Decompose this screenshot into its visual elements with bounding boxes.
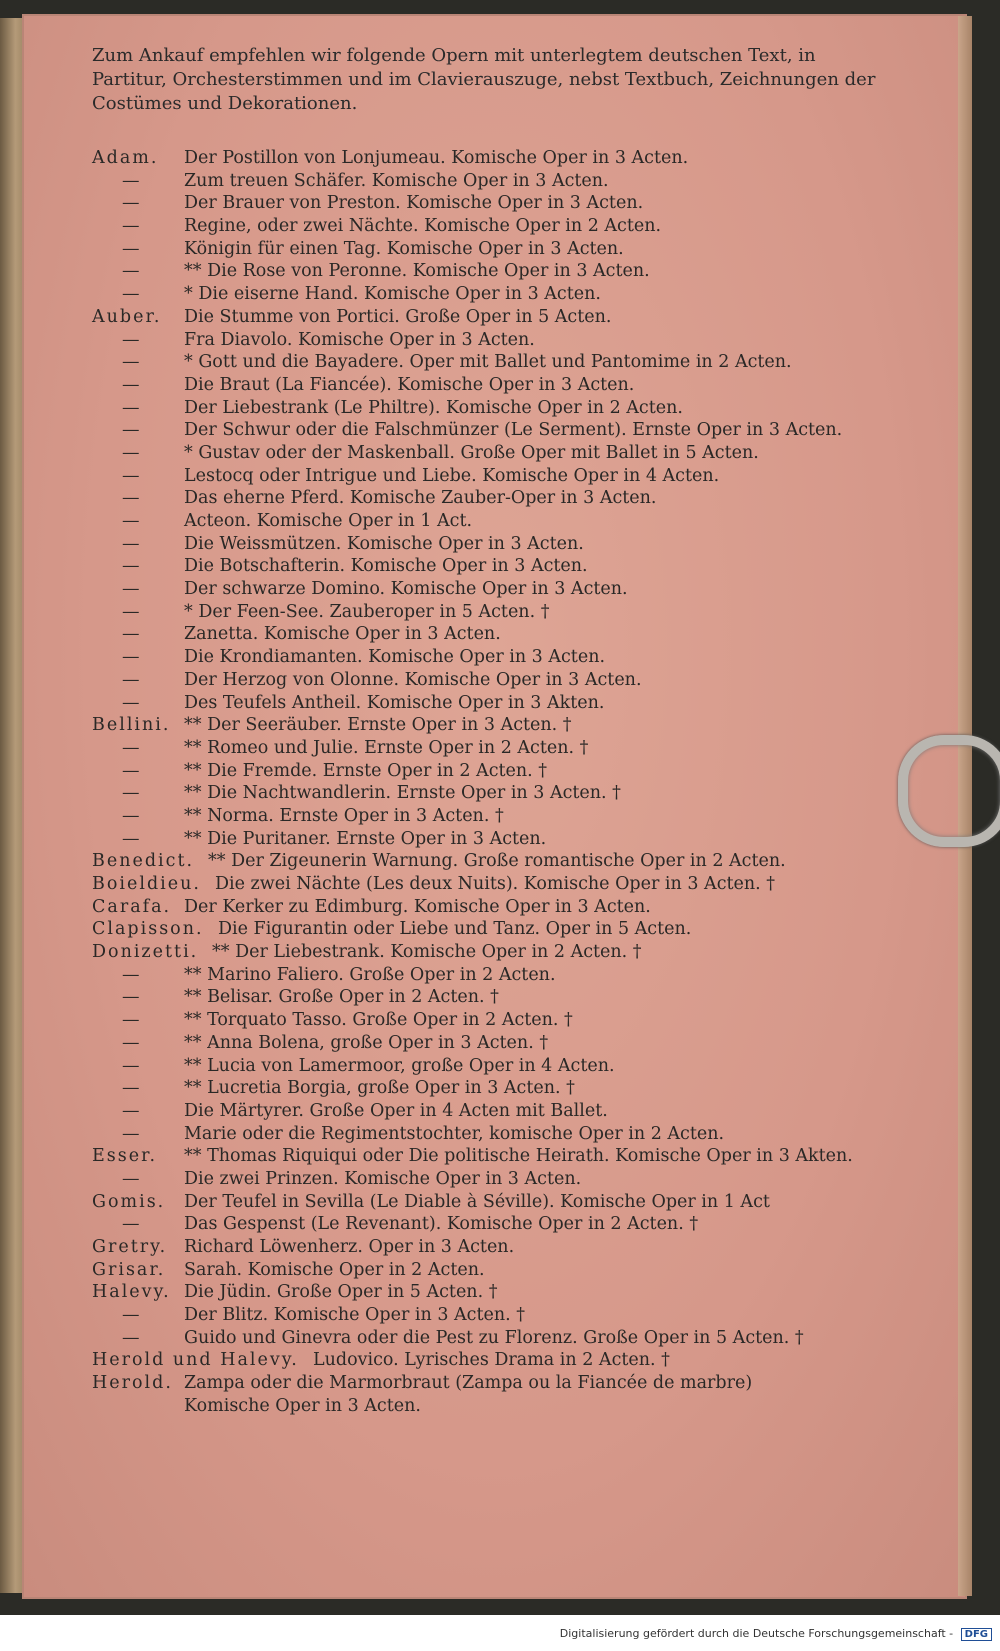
list-item [92,670,912,693]
list-item [92,556,912,579]
list-item [92,1101,912,1124]
list-item [92,375,912,398]
list-item [92,1056,912,1079]
list-item [92,1192,912,1215]
ditto-mark: — [122,397,140,418]
footer-bar [0,1615,1000,1651]
opera-title: Zum treuen Schäfer. Komische Oper in 3 Acten. [184,170,609,191]
list-item [92,715,912,738]
footer-credit [560,1627,992,1641]
opera-title: Die zwei Nächte (Les deux Nuits). Komische Oper in 3 Acten. † [215,874,776,894]
list-item [92,738,912,761]
opera-title: ** Lucia von Lamermoor, große Oper in 4 Acten. [184,1055,615,1076]
ditto-mark: — [122,964,140,985]
ditto-mark: — [122,420,140,441]
list-item [92,1396,912,1419]
ditto-mark: — [122,987,140,1008]
opera-title: ** Torquato Tasso. Große Oper in 2 Acten. † [184,1010,573,1031]
list-item [92,987,912,1010]
opera-title: ** Belisar. Große Oper in 2 Acten. † [184,987,499,1008]
ditto-mark: — [122,1168,140,1189]
ditto-mark: — [122,442,140,463]
list-item [92,942,912,965]
opera-title: ** Anna Bolena, große Oper in 3 Acten. † [184,1032,549,1053]
ditto-mark: — [122,1305,140,1326]
list-item [92,1169,912,1192]
opera-title: Zanetta. Komische Oper in 3 Acten. [184,624,501,645]
ditto-mark: — [122,1214,140,1235]
list-item [92,783,912,806]
opera-title: Ludovico. Lyrisches Drama in 2 Acten. † [313,1350,670,1371]
opera-title: Der Brauer von Preston. Komische Oper in 3 Acten. [184,193,644,214]
list-item [92,965,912,988]
list-item [92,1214,912,1237]
list-item [92,602,912,625]
opera-title: Das Gespenst (Le Revenant). Komische Oper in 2 Acten. † [184,1214,699,1235]
ditto-mark: — [122,579,140,600]
paper-clip [898,735,1000,847]
opera-title: ** Die Nachtwandlerin. Ernste Oper in 3 Acten. † [184,783,621,804]
list-item [92,398,912,421]
footer-text: Digitalisierung gefördert durch die Deutsche Forschungsgemeinschaft - [559,1627,954,1640]
opera-title: Sarah. Komische Oper in 2 Acten. [184,1259,485,1280]
composer-name: Auber. [92,306,162,327]
list-item [92,1282,912,1305]
list-item [92,466,912,489]
ditto-mark: — [122,238,140,259]
opera-title: Lestocq oder Intrigue und Liebe. Komische Oper in 4 Acten. [184,465,720,486]
opera-title: Der Liebestrank (Le Philtre). Komische Oper in 2 Acten. [184,397,683,418]
opera-title: Der Kerker zu Edimburg. Komische Oper in 3 Acten. [184,896,651,917]
opera-title: ** Der Liebestrank. Komische Oper in 2 Acten. † [212,942,642,963]
opera-title: Königin für einen Tag. Komische Oper in 3 Acten. [184,238,624,259]
opera-title: Regine, oder zwei Nächte. Komische Oper in 2 Acten. [184,216,662,237]
ditto-mark: — [122,1032,140,1053]
opera-title: Der Teufel in Sevilla (Le Diable à Séville). Komische Oper in 1 Act [184,1191,770,1212]
composer-name: Grisar. [92,1259,166,1280]
ditto-mark: — [122,1078,140,1099]
ditto-mark: — [122,170,140,191]
list-item [92,534,912,557]
composer-name: Boieldieu. [92,874,201,894]
opera-title: Das eherne Pferd. Komische Zauber-Oper in 3 Acten. [184,488,657,509]
list-item [92,624,912,647]
list-item [92,330,912,353]
ditto-mark: — [122,737,140,758]
opera-title: Die Figurantin oder Liebe und Tanz. Oper in 5 Acten. [218,919,692,940]
opera-title: ** Thomas Riquiqui oder Die politische Heirath. Komische Oper in 3 Akten. [184,1146,853,1167]
opera-title: Die Braut (La Fiancée). Komische Oper in 3 Acten. [184,374,635,395]
dfg-logo: DFG [961,1628,992,1641]
ditto-mark: — [122,261,140,282]
ditto-mark: — [122,465,140,486]
opera-title: Richard Löwenherz. Oper in 3 Acten. [184,1237,515,1257]
ditto-mark: — [122,511,140,531]
opera-title: Marie oder die Regimentstochter, komische Oper in 2 Acten. [184,1123,725,1144]
list-item [92,851,912,874]
ditto-mark: — [122,805,140,826]
ditto-mark: — [122,329,140,350]
list-item [92,647,912,670]
list-item [92,148,912,171]
composer-name: Clapisson. [92,919,204,940]
composer-name: Halevy. [92,1282,171,1303]
opera-title: Fra Diavolo. Komische Oper in 3 Acten. [184,329,535,350]
list-item [92,897,912,920]
opera-list [92,148,912,1419]
list-item [92,1146,912,1169]
opera-title: Die Stumme von Portici. Große Oper in 5 Acten. [184,306,612,327]
composer-name: Gomis. [92,1191,166,1212]
list-item [92,1305,912,1328]
list-item [92,511,912,534]
composer-name: Herold. [92,1373,173,1394]
opera-title: Der Herzog von Olonne. Komische Oper in 3 Acten. [184,669,642,690]
list-item [92,761,912,784]
list-item [92,1350,912,1373]
ditto-mark: — [122,374,140,395]
opera-title: ** Norma. Ernste Oper in 3 Acten. † [184,805,504,826]
opera-title: ** Die Puritaner. Ernste Oper in 3 Acten. [184,828,547,849]
ditto-mark: — [122,556,140,577]
ditto-mark: — [122,533,140,554]
list-item [92,284,912,307]
ditto-mark: — [122,284,140,305]
opera-title: * Gott und die Bayadere. Oper mit Ballet und Pantomime in 2 Acten. [184,352,792,373]
opera-title: Zampa oder die Marmorbraut (Zampa ou la Fiancée de marbre) [184,1373,753,1394]
list-item [92,1078,912,1101]
opera-title: * Gustav oder der Maskenball. Große Oper mit Ballet in 5 Acten. [184,442,759,463]
list-item [92,829,912,852]
composer-name: Donizetti. [92,942,199,963]
list-item [92,1124,912,1147]
list-item [92,1010,912,1033]
ditto-mark: — [122,783,140,804]
opera-title: Acteon. Komische Oper in 1 Act. [184,511,473,531]
composer-name: Bellini. [92,715,171,736]
list-item [92,919,912,942]
opera-title: Der Schwur oder die Falschmünzer (Le Serment). Ernste Oper in 3 Acten. [184,420,843,441]
composer-name: Gretry. [92,1237,168,1257]
list-item [92,806,912,829]
list-item [92,193,912,216]
opera-title: Der Blitz. Komische Oper in 3 Acten. † [184,1305,525,1326]
opera-title: Die Weissmützen. Komische Oper in 3 Acten. [184,533,584,554]
list-item [92,171,912,194]
list-item [92,1033,912,1056]
list-item [92,693,912,716]
list-item [92,261,912,284]
opera-title: ** Die Rose von Peronne. Komische Oper in 3 Acten. [184,261,650,282]
list-item [92,874,912,897]
composer-name: Esser. [92,1146,158,1167]
ditto-mark: — [122,193,140,214]
ditto-mark: — [122,1327,140,1348]
opera-title: Die Märtyrer. Große Oper in 4 Acten mit Ballet. [184,1100,608,1121]
opera-title: ** Lucretia Borgia, große Oper in 3 Acten. † [184,1078,575,1099]
list-item [92,1328,912,1351]
opera-title: * Die eiserne Hand. Komische Oper in 3 Acten. [184,284,601,305]
opera-title: * Der Feen-See. Zauberoper in 5 Acten. † [184,601,550,622]
opera-title: ** Der Seeräuber. Ernste Oper in 3 Acten. † [184,715,572,736]
ditto-mark: — [122,760,140,781]
opera-title: Der schwarze Domino. Komische Oper in 3 Acten. [184,579,628,600]
opera-title: Die Botschafterin. Komische Oper in 3 Acten. [184,556,588,577]
ditto-mark: — [122,488,140,509]
opera-title: ** Die Fremde. Ernste Oper in 2 Acten. † [184,760,548,781]
list-item [92,420,912,443]
ditto-mark: — [122,601,140,622]
list-item [92,352,912,375]
ditto-mark: — [122,1100,140,1121]
opera-title: ** Romeo und Julie. Ernste Oper in 2 Acten. † [184,737,589,758]
ditto-mark: — [122,352,140,373]
opera-title: Guido und Ginevra oder die Pest zu Florenz. Große Oper in 5 Acten. † [184,1327,804,1348]
opera-title: Des Teufels Antheil. Komische Oper in 3 Akten. [184,692,605,713]
ditto-mark: — [122,669,140,690]
ditto-mark: — [122,828,140,849]
ditto-mark: — [122,1055,140,1076]
composer-name: Herold und Halevy. [92,1350,299,1371]
list-item [92,239,912,262]
opera-title: Komische Oper in 3 Acten. [184,1395,421,1416]
ditto-mark: — [122,1123,140,1144]
list-item [92,1260,912,1283]
composer-name: Benedict. [92,851,195,872]
ditto-mark: — [122,624,140,645]
list-item [92,488,912,511]
ditto-mark: — [122,1010,140,1031]
opera-title: Die zwei Prinzen. Komische Oper in 3 Acten. [184,1168,582,1189]
list-item [92,1237,912,1260]
list-item [92,307,912,330]
opera-title: ** Marino Faliero. Große Oper in 2 Acten. [184,964,556,985]
opera-title: Die Jüdin. Große Oper in 5 Acten. † [184,1282,498,1303]
list-item [92,1373,912,1396]
list-item [92,216,912,239]
opera-title: ** Der Zigeunerin Warnung. Große romantische Oper in 2 Acten. [208,851,786,872]
ditto-mark: — [122,216,140,237]
ditto-mark: — [122,692,140,713]
list-item [92,443,912,466]
list-item [92,579,912,602]
composer-name: Carafa. [92,896,172,917]
composer-name: Adam. [92,148,159,168]
opera-title: Die Krondiamanten. Komische Oper in 3 Acten. [184,647,606,668]
page-header: Zum Ankauf empfehlen wir folgende Opern mit unterlegtem deutschen Text, in Partitur, Orchesterstimmen und im Clavierauszuge, nebst Textbuch, Zeichnungen der Costümes und Dekorationen. [92,45,876,114]
ditto-mark: — [122,647,140,668]
opera-title: Der Postillon von Lonjumeau. Komische Oper in 3 Acten. [184,148,689,168]
